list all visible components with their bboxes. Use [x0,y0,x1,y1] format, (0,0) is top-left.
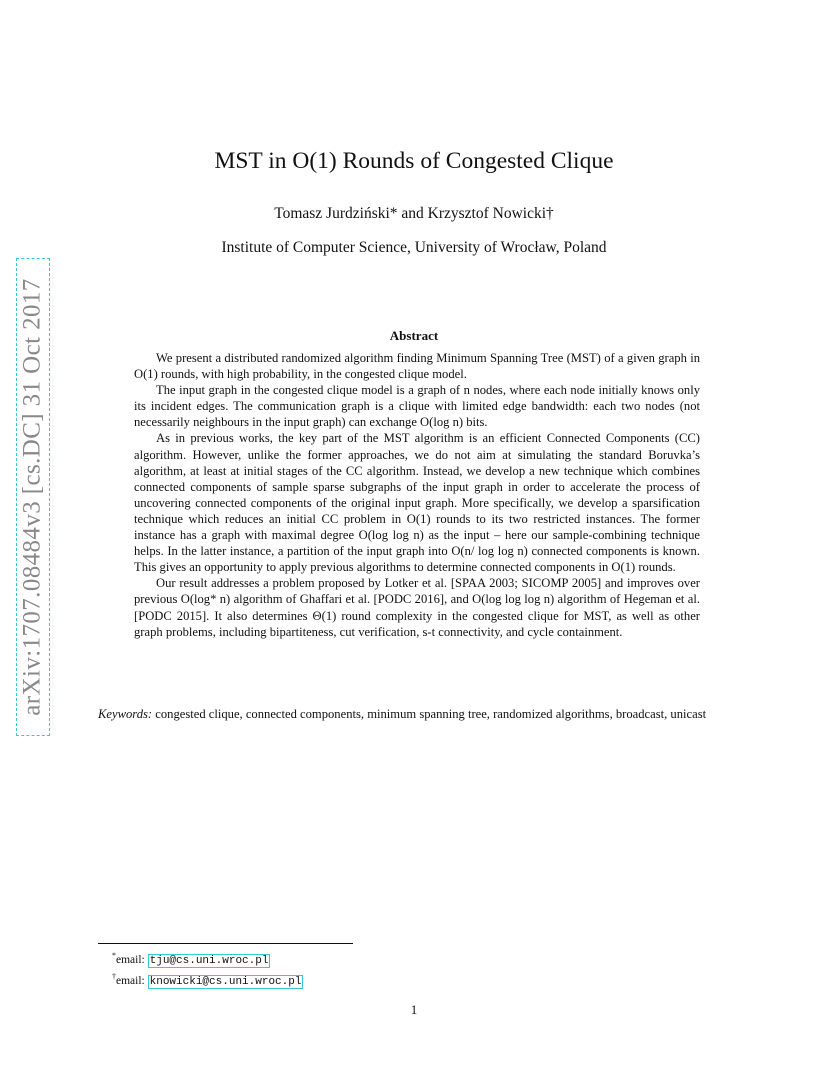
paper-title: MST in O(1) Rounds of Congested Clique [214,148,614,174]
footnote-divider [98,943,353,944]
footnotes [112,948,303,991]
abstract-paragraph: The input graph in the congested clique model is a graph of n nodes, where each node initially knows only its incident edges. The communication graph is a clique with limited edge bandwidth: each two nodes (not necessarily neighbours in the input graph) can exchange O(log n) bits. [134,383,700,430]
keywords-text: congested clique, connected components, minimum spanning tree, randomized algorithms, broadcast, unicast [155,707,707,721]
email-link[interactable]: tju@cs.uni.wroc.pl [149,954,269,967]
footnote-label: email: [116,975,145,988]
abstract-paragraph: As in previous works, the key part of the MST algorithm is an efficient Connected Components (CC) algorithm. However, unlike the former approaches, we do not aim at simulating the standard Boruvka’s algorithm, at least at initial stages of the CC algorithm. Instead, we develop a new technique which combines connected components of sample sparse subgraphs of the input graph in order to accelerate the process of uncovering connected components of the original input graph. More specifically, we develop a sparsification technique which reduces an initial CC problem in O(1) rounds to its two restricted instances. The former instance has a graph with maximal degree O(log log n) as the input – here our sample-combining technique helps. In the latter instance, a partition of the input graph into O(n/ log log n) connected components is known. This gives an opportunity to apply previous algorithms to determine connected components in O(1) rounds. [134,431,700,575]
footnote-author-1 [112,948,303,969]
paper-authors: Tomasz Jurdziński* and Krzysztof Nowicki† [274,205,554,222]
abstract-body [134,350,700,640]
arxiv-identifier-text: arXiv:1707.08484v3 [cs.DC] 31 Oct 2017 [19,278,46,716]
page-number: 1 [410,1002,418,1017]
keywords-section [98,706,738,722]
email-link[interactable]: knowicki@cs.uni.wroc.pl [149,976,302,989]
abstract-paragraph: Our result addresses a problem proposed by Lotker et al. [SPAA 2003; SICOMP 2005] and improves over previous O(log* n) algorithm of Ghaffari et al. [PODC 2016], and O(log log log n) algorithm of Hegeman et al. [PODC 2015]. It also determines Θ(1) round complexity in the congested clique for MST, as well as other graph problems, including bipartiteness, cut verification, s-t connectivity, and cycle containment. [134,576,700,639]
footnote-label: email: [116,953,145,966]
keywords-label: Keywords: [98,707,153,721]
footnote-mark: † [112,972,116,982]
abstract-paragraph: We present a distributed randomized algorithm finding Minimum Spanning Tree (MST) of a given graph in O(1) rounds, with high probability, in the congested clique model. [134,351,700,382]
footnote-mark: * [112,951,116,960]
abstract-heading: Abstract [389,328,439,343]
footnote-author-2 [112,969,303,990]
author-affiliation: Institute of Computer Science, University of Wrocław, Poland [221,239,607,256]
